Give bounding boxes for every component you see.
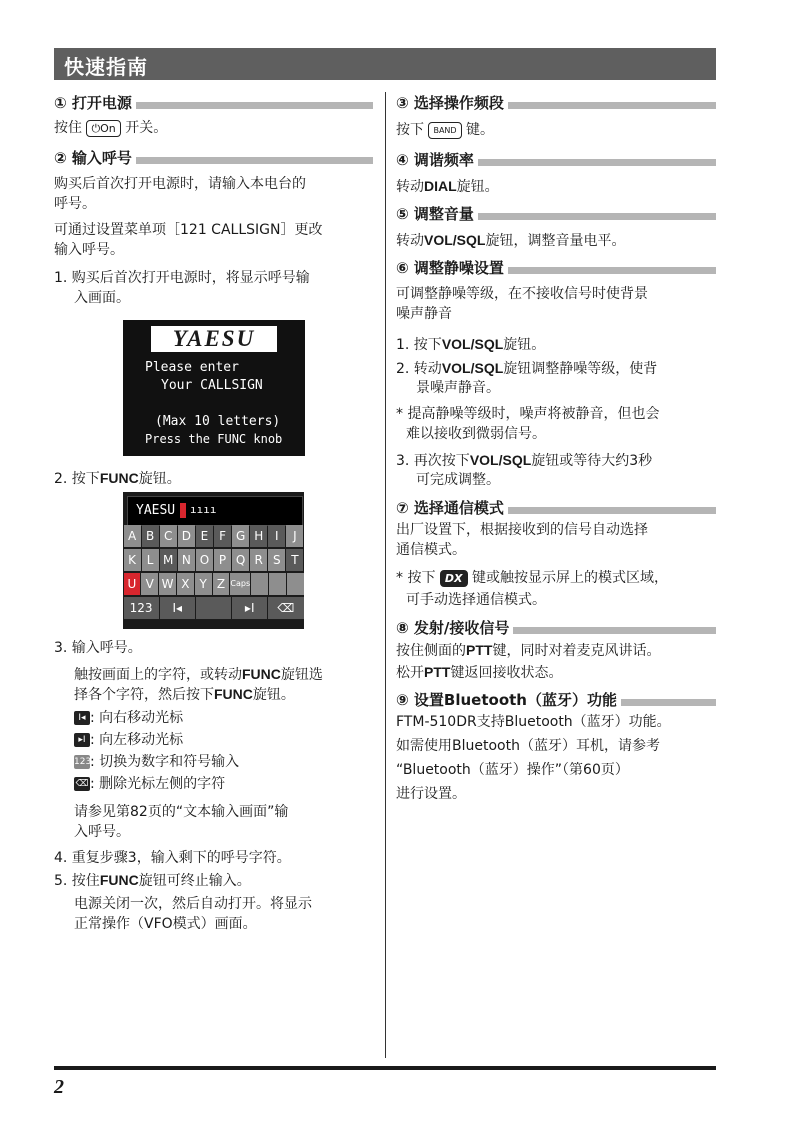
squelch-step-1: 1. 按下VOL/SQL旋钮。 bbox=[396, 336, 546, 353]
mode-note: * 按下 DX 键或触按显示屏上的模式区域， bbox=[396, 570, 668, 586]
step-4: 4. 重复步骤3，输入剩下的呼号字符。 bbox=[54, 850, 291, 866]
dx-key-icon: DX bbox=[440, 570, 468, 587]
keyboard-key: ⌫ bbox=[268, 597, 303, 619]
power-key-icon: ⏻On bbox=[86, 120, 120, 137]
keyboard-key: 123 bbox=[124, 597, 159, 619]
keyboard-key: Q bbox=[232, 549, 249, 571]
ptt-text: 按住侧面的PTT键，同时对着麦克风讲话。 bbox=[396, 642, 661, 659]
section-power-heading: ① 打开电源 bbox=[54, 93, 373, 113]
keyboard-key: S bbox=[268, 549, 285, 571]
mode-text: 通信模式。 bbox=[396, 542, 466, 558]
screen-line: (Max 10 letters) bbox=[155, 414, 281, 429]
keyboard-key: A bbox=[124, 525, 141, 547]
section-volume-heading: ⑤ 调整音量 bbox=[396, 204, 716, 224]
step-1: 1. 购买后首次打开电源时，将显示呼号输 bbox=[54, 270, 310, 286]
cursor-right-icon: I◂ bbox=[74, 711, 90, 725]
section-tune-heading: ④ 调谐频率 bbox=[396, 150, 716, 170]
section-mode-heading: ⑦ 选择通信模式 bbox=[396, 498, 716, 518]
step-5: 5. 按住FUNC旋钮可终止输入。 bbox=[54, 872, 251, 889]
squelch-text: 可调整静噪等级，在不接收信号时使背景 bbox=[396, 286, 648, 302]
screen-line: Press the FUNC knob bbox=[145, 432, 283, 446]
page-number: 2 bbox=[54, 1076, 64, 1098]
squelch-note: * 提高静噪等级时，噪声将被静音，但也会 bbox=[396, 406, 660, 422]
tune-instruction: 转动DIAL旋钮。 bbox=[396, 178, 499, 195]
step-1: 入画面。 bbox=[74, 290, 130, 306]
footer-rule bbox=[54, 1066, 716, 1070]
keyboard-key: G bbox=[232, 525, 249, 547]
keyboard-key: J bbox=[286, 525, 303, 547]
keyboard-key: C bbox=[160, 525, 177, 547]
reference-text: 入呼号。 bbox=[74, 824, 130, 840]
yaesu-logo: YAESU bbox=[151, 326, 277, 352]
mode-text: 出厂设置下，根据接收到的信号自动选择 bbox=[396, 522, 648, 538]
keyboard-key: O bbox=[196, 549, 213, 571]
callsign-text: 输入呼号。 bbox=[54, 242, 124, 258]
keyboard-key: P bbox=[214, 549, 231, 571]
keyboard-key bbox=[251, 573, 268, 595]
keyboard-key: N bbox=[178, 549, 195, 571]
numeric-mode-icon: 123 bbox=[74, 757, 92, 767]
keyboard-key: V bbox=[141, 573, 158, 595]
step-2: 2. 按下FUNC旋钮。 bbox=[54, 470, 181, 487]
step-5-detail: 正常操作（VFO模式）画面。 bbox=[74, 916, 257, 932]
ptt-text: 松开PTT键返回接收状态。 bbox=[396, 664, 563, 681]
step-3-detail: 触按画面上的字符，或转动FUNC旋钮选 bbox=[74, 666, 323, 683]
squelch-step-2: 2. 转动VOL/SQL旋钮调整静噪等级，使背 bbox=[396, 360, 658, 377]
icon-legend-item: ⌫ : 删除光标左侧的字符 bbox=[75, 776, 226, 792]
callsign-screen-image bbox=[123, 320, 305, 456]
mode-note: 可手动选择通信模式。 bbox=[406, 592, 546, 608]
step-5-detail: 电源关闭一次，然后自动打开。将显示 bbox=[74, 896, 312, 912]
keyboard-key: T bbox=[286, 549, 303, 571]
icon-legend-item: 123: 切换为数字和符号输入 bbox=[74, 754, 240, 770]
squelch-note: 难以接收到微弱信号。 bbox=[406, 426, 546, 442]
squelch-step-3: 3. 再次按下VOL/SQL旋钮或等待大约3秒 bbox=[396, 452, 653, 469]
backspace-icon: ⌫ bbox=[75, 779, 89, 789]
bluetooth-text: FTM-510DR支持Bluetooth（蓝牙）功能。 bbox=[396, 714, 671, 730]
icon-legend-item: I◂ : 向右移动光标 bbox=[74, 708, 183, 729]
keyboard-key: Z bbox=[213, 573, 230, 595]
keyboard-key: M bbox=[160, 549, 177, 571]
keyboard-key: B bbox=[142, 525, 159, 547]
cursor-left-icon: ▸I bbox=[74, 733, 90, 747]
section-bluetooth-heading: ⑨ 设置Bluetooth（蓝牙）功能 bbox=[396, 690, 716, 710]
callsign-text: 可通过设置菜单项［121 CALLSIGN］更改 bbox=[54, 222, 323, 238]
keyboard-key: L bbox=[142, 549, 159, 571]
header-banner bbox=[54, 48, 716, 80]
section-ptt-heading: ⑧ 发射/接收信号 bbox=[396, 618, 716, 638]
keyboard-key: I◂ bbox=[160, 597, 195, 619]
keyboard-key: Caps bbox=[230, 573, 250, 595]
section-squelch-heading: ⑥ 调整静噪设置 bbox=[396, 258, 716, 278]
keyboard-key: E bbox=[196, 525, 213, 547]
squelch-step-3: 可完成调整。 bbox=[416, 472, 500, 488]
keyboard-key bbox=[269, 573, 286, 595]
keyboard-key: H bbox=[250, 525, 267, 547]
squelch-step-2: 景噪声静音。 bbox=[416, 380, 500, 396]
callsign-text: 呼号。 bbox=[54, 196, 96, 212]
power-instruction: 按住 ⏻On 开关。 bbox=[54, 120, 168, 136]
reference-text: 请参见第82页的“文本输入画面”输 bbox=[74, 804, 289, 820]
volume-instruction: 转动VOL/SQL旋钮，调整音量电平。 bbox=[396, 232, 626, 249]
bluetooth-text: “Bluetooth（蓝牙）操作”（第60页） bbox=[396, 762, 629, 778]
screen-line: Your CALLSIGN bbox=[161, 378, 263, 393]
squelch-text: 噪声静音 bbox=[396, 306, 452, 322]
keyboard-key: R bbox=[250, 549, 267, 571]
bluetooth-text: 进行设置。 bbox=[396, 786, 466, 802]
band-key-icon: BAND bbox=[428, 122, 461, 139]
column-divider bbox=[385, 92, 386, 1058]
step-3-detail: 择各个字符，然后按下FUNC旋钮。 bbox=[74, 686, 295, 703]
screen-line: Please enter bbox=[145, 360, 239, 375]
page-title: 快速指南 bbox=[64, 55, 148, 79]
section-band-heading: ③ 选择操作频段 bbox=[396, 93, 716, 113]
keyboard-key: X bbox=[177, 573, 194, 595]
keyboard-key: I bbox=[268, 525, 285, 547]
keyboard-key bbox=[287, 573, 304, 595]
step-3: 3. 输入呼号。 bbox=[54, 640, 142, 656]
keyboard-key: U bbox=[124, 573, 141, 595]
keyboard-key: D bbox=[178, 525, 195, 547]
keyboard-key: ▸I bbox=[232, 597, 267, 619]
icon-legend-item: ▸I : 向左移动光标 bbox=[74, 730, 183, 751]
callsign-input-display: YAESU ıııı bbox=[127, 496, 303, 526]
keyboard-key: Y bbox=[195, 573, 212, 595]
band-instruction: 按下 BAND 键。 bbox=[396, 122, 495, 138]
callsign-text: 购买后首次打开电源时，请输入本电台的 bbox=[54, 176, 306, 192]
keyboard-key: W bbox=[159, 573, 176, 595]
section-callsign-heading: ② 输入呼号 bbox=[54, 148, 373, 168]
bluetooth-text: 如需使用Bluetooth（蓝牙）耳机，请参考 bbox=[396, 738, 660, 754]
keyboard-key bbox=[196, 597, 231, 619]
keyboard-key: F bbox=[214, 525, 231, 547]
keyboard-key: K bbox=[124, 549, 141, 571]
keyboard-screen-image bbox=[123, 492, 304, 629]
